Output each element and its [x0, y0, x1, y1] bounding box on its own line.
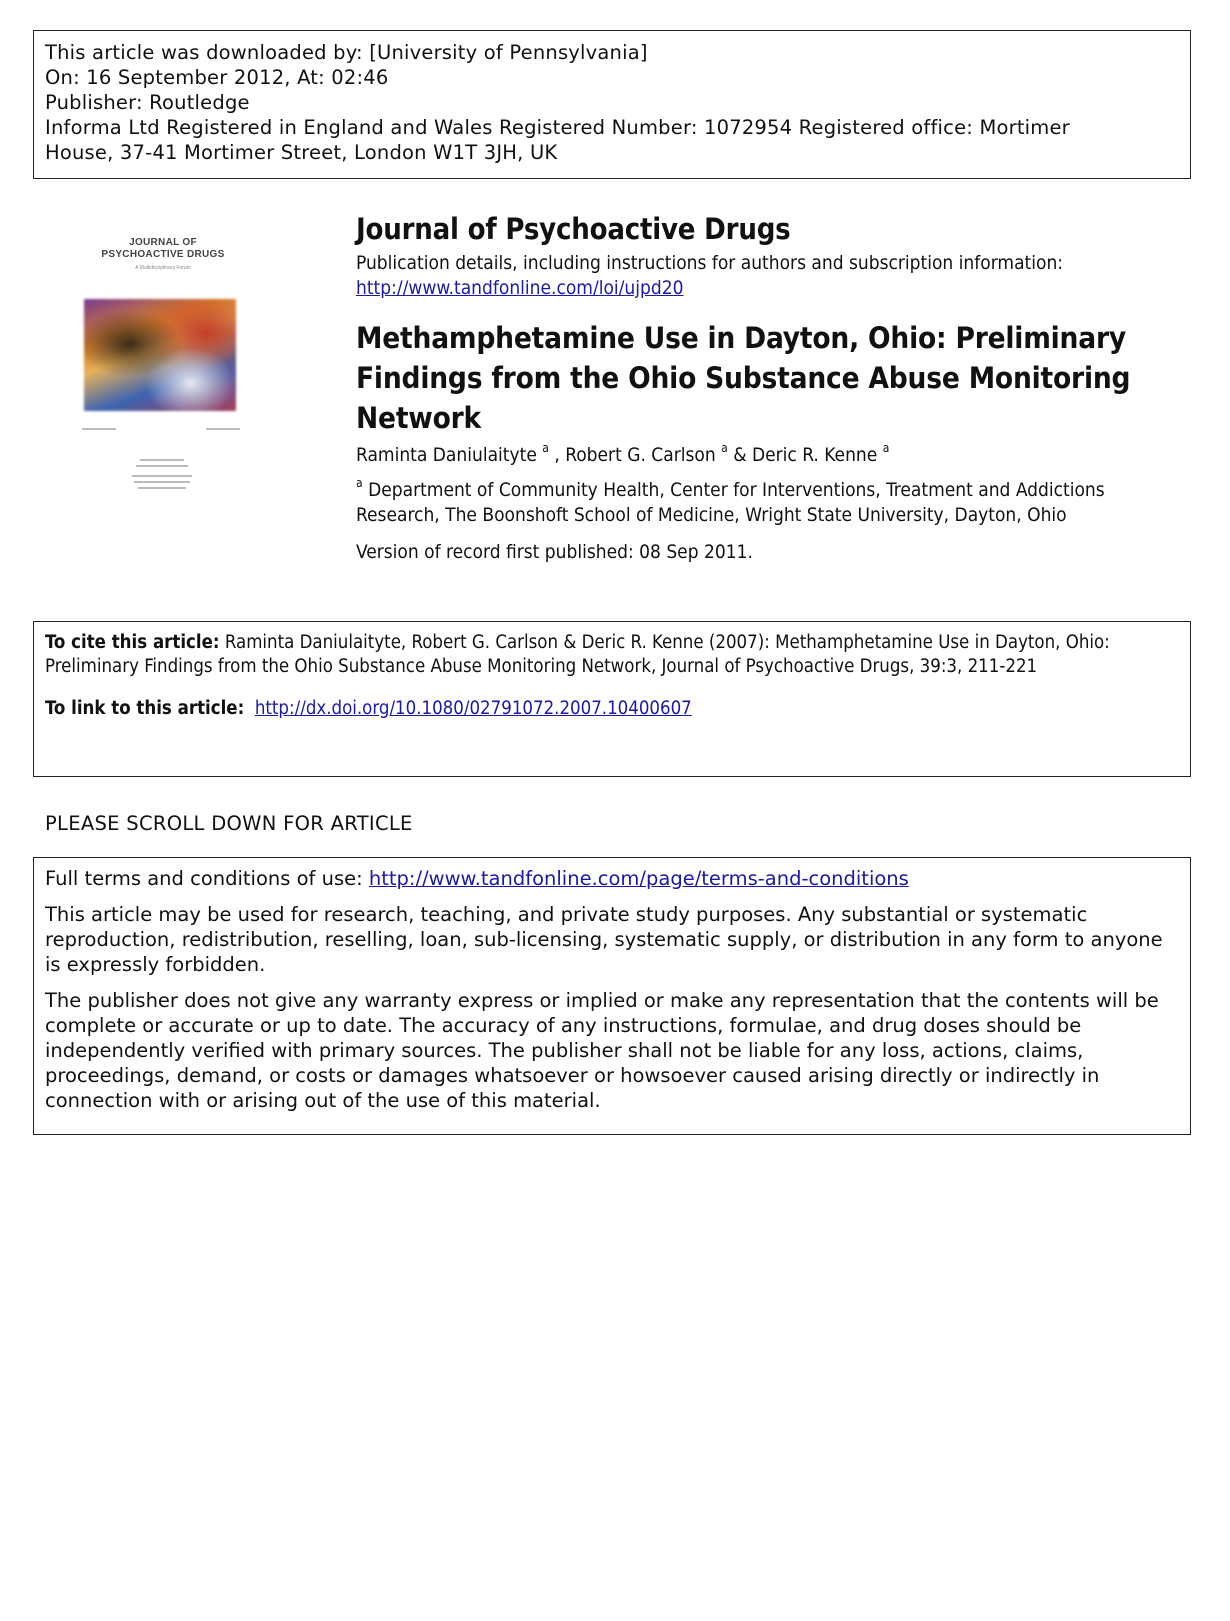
author-separator: , — [548, 444, 566, 466]
journal-url-link[interactable]: http://www.tandfonline.com/loi/ujpd20 — [356, 277, 684, 299]
article-title: Methamphetamine Use in Dayton, Ohio: Preliminary Findings from the Ohio Substance Abuse Monitoring Network — [356, 321, 1131, 435]
download-line-publisher: Publisher: Routledge — [45, 91, 250, 114]
terms-paragraph-use: This article may be used for research, teaching, and private study purposes. Any substantial or systematic reproduction, redistribution, reselling, loan, sub-licensing, systematic supply, or distribution in any form to anyone is expressly forbidden. — [45, 903, 1163, 976]
cover-fine-print — [82, 428, 116, 430]
author-name: Robert G. Carlson — [565, 444, 716, 466]
cover-title-line1: JOURNAL OF — [129, 237, 197, 248]
download-notice-box — [33, 30, 1191, 179]
scroll-down-note: PLEASE SCROLL DOWN FOR ARTICLE — [45, 812, 413, 835]
author-separator: & — [727, 444, 752, 466]
terms-box — [33, 857, 1191, 1135]
journal-title: Journal of Psychoactive Drugs — [356, 212, 791, 246]
doi-link[interactable]: http://dx.doi.org/10.1080/02791072.2007.10400607 — [254, 698, 692, 719]
author-name: Raminta Daniulaityte — [356, 444, 537, 466]
citation-box — [33, 621, 1191, 777]
affiliation-marker: a — [356, 476, 363, 490]
cover-fine-print — [134, 481, 190, 483]
version-of-record: Version of record first published: 08 Sep 2011. — [356, 541, 753, 563]
citation-text: Raminta Daniulaityte, Robert G. Carlson & Deric R. Kenne (2007): Methamphetamine Use in Dayton, Ohio: Preliminary Findings from the Ohio Substance Abuse Monitoring Network, Journal of Psychoactive Drugs, 39:3, 211-221 — [45, 632, 1110, 677]
download-line-registration: Informa Ltd Registered in England and Wales Registered Number: 1072954 Registered office: Mortimer — [45, 116, 1070, 139]
cover-fine-print — [132, 475, 192, 477]
terms-link[interactable]: http://www.tandfonline.com/page/terms-and-conditions — [368, 867, 909, 890]
cover-fine-print — [136, 465, 188, 467]
cover-title-line2: PSYCHOACTIVE DRUGS — [101, 249, 225, 260]
author-name: Deric R. Kenne — [751, 444, 878, 466]
cover-subtitle: A Multidisciplinary Forum — [135, 265, 191, 271]
cover-fine-print — [138, 487, 186, 489]
download-line-date: On: 16 September 2012, At: 02:46 — [45, 66, 389, 89]
article-link-label: To link to this article: — [45, 698, 245, 719]
publication-details — [356, 251, 1063, 301]
article-link-line — [45, 697, 1179, 721]
citation-paragraph — [45, 631, 1179, 679]
affiliation-marker: a — [542, 441, 549, 455]
download-line-institution: This article was downloaded by: [University of Pennsylvania] — [45, 41, 648, 64]
affiliation-marker: a — [721, 441, 728, 455]
terms-line — [45, 866, 1179, 891]
cover-artwork — [84, 299, 236, 411]
cover-fine-print — [206, 428, 240, 430]
journal-cover-image — [78, 227, 248, 497]
author-list — [356, 441, 889, 466]
download-line-address: House, 37-41 Mortimer Street, London W1T 3JH, UK — [45, 141, 558, 164]
cover-fine-print — [140, 459, 184, 461]
publication-details-text: Publication details, including instructions for authors and subscription information: — [356, 252, 1064, 274]
terms-paragraph-disclaimer: The publisher does not give any warranty express or implied or make any representation that the contents will be complete or accurate or up to date. The accuracy of any instructions, formulae, and drug doses should be independently verified with primary sources. The publisher shall not be liable for any loss, actions, claims, proceedings, demand, or costs or damages whatsoever or howsoever caused arising directly or indirectly in connection with or arising out of the use of this material. — [45, 989, 1159, 1112]
affiliation-text: Department of Community Health, Center for Interventions, Treatment and Addictions Research, The Boonshoft School of Medicine, Wright State University, Dayton, Ohio — [356, 479, 1105, 526]
affiliation — [356, 471, 1186, 528]
citation-label: To cite this article: — [45, 632, 220, 653]
affiliation-marker: a — [882, 441, 890, 455]
terms-label: Full terms and conditions of use: — [45, 867, 363, 890]
